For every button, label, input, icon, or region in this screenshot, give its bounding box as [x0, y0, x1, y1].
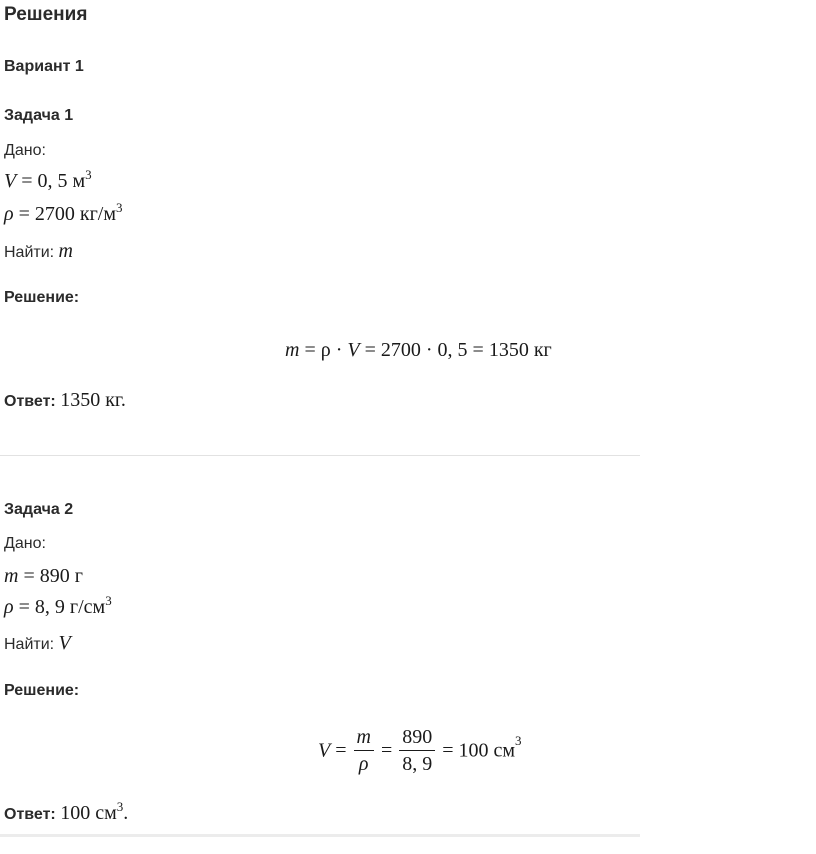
task2-given-label: Дано: [4, 535, 46, 552]
bottom-separator [0, 834, 640, 837]
task2-answer: Ответ: 100 $см^3$. [4, 799, 129, 824]
fraction-values: $\frac{890}{8, 9}$ [399, 726, 435, 775]
task2-given-density: ρ = 8, 9 $г/см^3$ [4, 593, 112, 618]
task1-given-density: ρ = 2700 $кг/м^3$ [4, 200, 123, 225]
task2-title: Задача 2 [4, 501, 74, 518]
task1-solution-label: Решение: [4, 289, 80, 306]
task1-find: Найти: m [4, 240, 73, 262]
task1-given-volume: V = 0, 5 $м^3$ [4, 167, 92, 192]
task2-solution-label: Решение: [4, 682, 80, 699]
variant-title: Вариант 1 [4, 58, 84, 75]
task1-title: Задача 1 [4, 107, 74, 124]
task2-given-mass: m = 890 г [4, 565, 83, 587]
fraction-m-over-rho: $\frac{m}{\rho}$ [354, 726, 374, 775]
task1-formula: m = ρ · V = 2700 · 0, 5 = 1350 кг [285, 339, 552, 361]
page-title: Решения [4, 4, 88, 25]
task2-formula: V = $\frac{m}{\rho}$ = $\frac{890}{8, 9}$ = 100 $см^3$ [318, 726, 522, 775]
separator [0, 455, 640, 456]
task1-given-label: Дано: [4, 142, 46, 159]
task1-answer: Ответ: 1350 кг. [4, 389, 126, 411]
task2-find: Найти: V [4, 632, 71, 654]
